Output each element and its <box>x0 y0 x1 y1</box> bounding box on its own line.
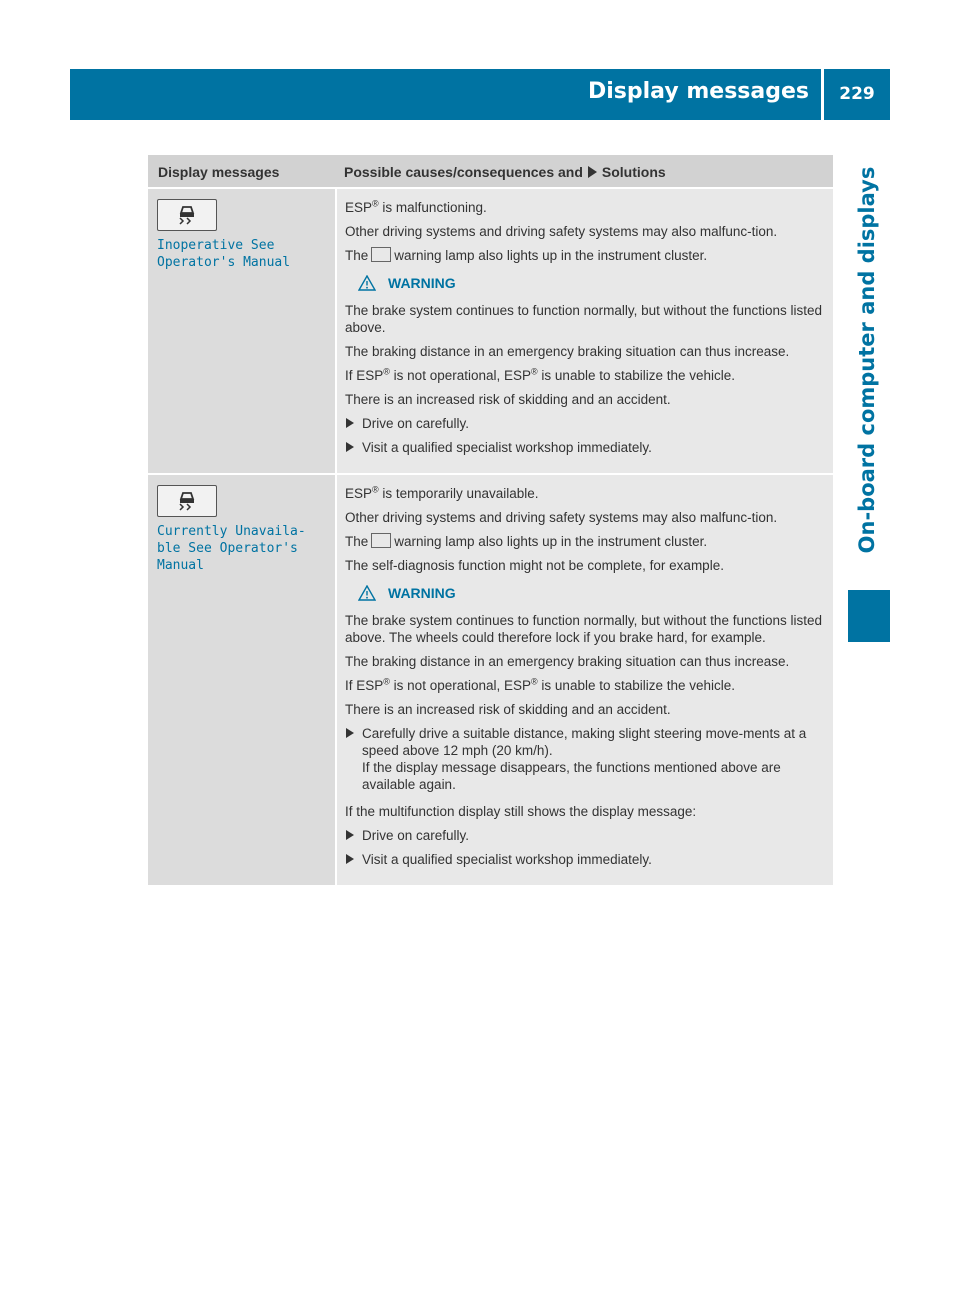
arrow-bullet-icon <box>346 830 354 840</box>
solution-step: Drive on carefully. <box>345 827 827 844</box>
esp-skid-icon <box>371 247 391 262</box>
column-header-messages: Display messages <box>158 164 280 180</box>
arrow-bullet-icon <box>346 728 354 738</box>
column-header-solutions-label: Solutions <box>601 164 666 180</box>
esp-skid-icon <box>157 199 217 231</box>
display-message-text: Inoperative See Operator's Manual <box>157 238 291 270</box>
side-tab <box>845 132 890 588</box>
warning-paragraph: The braking distance in an emergency braking situation can thus increase. <box>345 654 790 669</box>
cause-paragraph: ESP® is malfunctioning. <box>345 198 487 215</box>
side-tab-marker <box>848 590 890 642</box>
header-title: Display messages <box>588 79 809 104</box>
warning-paragraph: The brake system continues to function normally, but without the functions listed above. The wheels could therefore lock if you brake hard, for example. <box>345 613 822 645</box>
causes-cell <box>337 189 833 473</box>
message-cell <box>148 475 335 885</box>
warning-paragraph: There is an increased risk of skidding and an accident. <box>345 702 671 717</box>
table-row <box>148 187 833 473</box>
warning-paragraph: The brake system continues to function normally, but without the functions listed above. <box>345 303 822 335</box>
solution-step: Visit a qualified specialist workshop immediately. <box>345 439 827 456</box>
warning-paragraph: If ESP® is not operational, ESP® is unable to stabilize the vehicle. <box>345 676 736 693</box>
column-header-causes-label: Possible causes/consequences and <box>344 164 583 180</box>
cause-paragraph: If the multifunction display still shows the display message: <box>345 804 697 819</box>
table-row <box>148 473 833 885</box>
arrow-bullet-icon <box>346 418 354 428</box>
warning-heading: WARNING <box>358 275 827 291</box>
table-header <box>148 155 833 187</box>
solution-step: Drive on carefully. <box>345 415 827 432</box>
warning-paragraph: There is an increased risk of skidding and an accident. <box>345 392 671 407</box>
page-header <box>70 69 890 120</box>
warning-paragraph: The braking distance in an emergency braking situation can thus increase. <box>345 344 790 359</box>
warning-paragraph: If ESP® is not operational, ESP® is unable to stabilize the vehicle. <box>345 366 736 383</box>
solution-step: Carefully drive a suitable distance, making slight steering move-ments at a speed above 12 mph (20 km/h). If the display message disappears, the functions mentioned above are available again. <box>345 725 827 793</box>
causes-cell <box>337 475 833 885</box>
warning-triangle-icon <box>358 275 376 291</box>
display-message-text: Currently Unavaila- ble See Operator's Manual <box>157 524 306 573</box>
esp-skid-icon <box>157 485 217 517</box>
message-cell <box>148 189 335 473</box>
cause-paragraph: The warning lamp also lights up in the instrument cluster. <box>345 534 708 549</box>
arrow-bullet-icon <box>588 166 597 178</box>
arrow-bullet-icon <box>346 854 354 864</box>
cause-paragraph: The self-diagnosis function might not be complete, for example. <box>345 558 724 573</box>
side-tab-label: On-board computer and displays <box>855 166 879 554</box>
column-header-causes <box>336 155 833 187</box>
arrow-bullet-icon <box>346 442 354 452</box>
cause-paragraph: ESP® is temporarily unavailable. <box>345 484 539 501</box>
esp-skid-icon <box>371 533 391 548</box>
display-messages-table <box>148 155 833 885</box>
cause-paragraph: The warning lamp also lights up in the instrument cluster. <box>345 248 708 263</box>
cause-paragraph: Other driving systems and driving safety systems may also malfunc-tion. <box>345 510 778 525</box>
solution-step: Visit a qualified specialist workshop immediately. <box>345 851 827 868</box>
warning-heading: WARNING <box>358 585 827 601</box>
cause-paragraph: Other driving systems and driving safety systems may also malfunc-tion. <box>345 224 778 239</box>
warning-triangle-icon <box>358 585 376 601</box>
page-number: 229 <box>839 84 875 104</box>
